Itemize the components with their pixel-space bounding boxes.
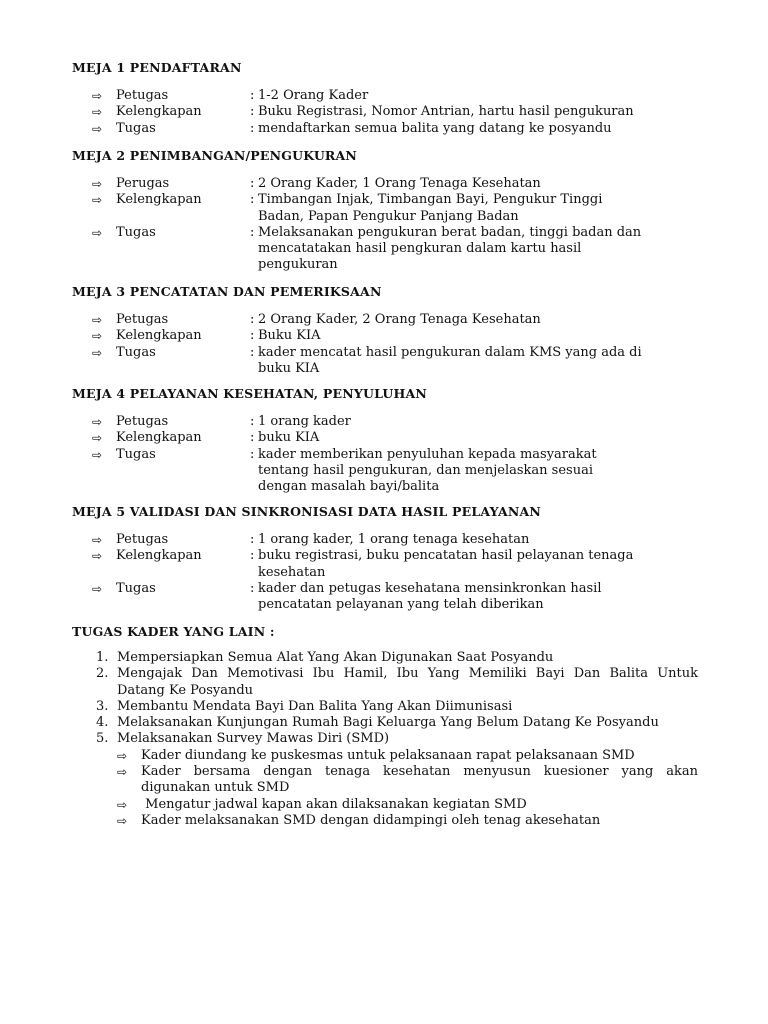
row-label: Petugas <box>116 88 169 103</box>
row-value: kader memberikan penyuluhan kepada masyarakat tentang hasil pengukuran, dan menjelaskan sesuai dengan masalah bayi/balita <box>258 446 597 495</box>
item-number: 5. <box>96 731 109 747</box>
arrow-icon: ⇨ <box>92 105 103 120</box>
row-label: Petugas <box>116 532 169 547</box>
arrow-icon: ⇨ <box>92 549 103 564</box>
meja-2-heading: MEJA 2 PENIMBANGAN/PENGUKURAN <box>72 148 358 163</box>
other-tasks-heading: TUGAS KADER YANG LAIN : <box>72 624 275 639</box>
item-text: Mempersiapkan Semua Alat Yang Akan Digunakan Saat Posyandu <box>117 650 554 665</box>
row-label: Tugas <box>116 344 156 360</box>
item-number: 2. <box>96 666 109 682</box>
row-value: kader mencatat hasil pengukuran dalam KMS yang ada di buku KIA <box>258 344 642 376</box>
meja-4-row-kelengkapan: ⇨ Kelengkapan : buku KIA <box>72 430 712 446</box>
list-item <box>96 666 698 699</box>
meja-2-row-tugas: ⇨ Tugas : Melaksanakan pengukuran berat badan, tinggi badan dan mencatatakan hasil pengkuran dalam kartu hasil pengukuran <box>72 225 712 274</box>
meja-3-row-kelengkapan: ⇨ Kelengkapan : Buku KIA <box>72 328 712 344</box>
meja-5-section <box>72 504 712 613</box>
arrow-icon: ⇨ <box>117 797 128 812</box>
sub-item-text: Kader melaksanakan SMD dengan didampingi oleh tenag akesehatan <box>141 812 601 828</box>
list-item <box>96 699 698 715</box>
other-tasks-list <box>96 650 698 829</box>
sub-list-item <box>117 813 698 829</box>
row-value: 2 Orang Kader, 2 Orang Tenaga Kesehatan <box>258 312 541 327</box>
item-text: Melaksanakan Survey Mawas Diri (SMD) <box>117 731 390 747</box>
row-label: Kelengkapan <box>116 192 202 208</box>
row-label: Tugas <box>116 446 156 462</box>
meja-2-section <box>72 148 712 274</box>
arrow-icon: ⇨ <box>92 345 103 360</box>
arrow-icon: ⇨ <box>92 329 103 344</box>
row-value: 1 orang kader, 1 orang tenaga kesehatan <box>258 532 530 547</box>
arrow-icon: ⇨ <box>92 581 103 596</box>
meja-1-row-tugas: ⇨ Tugas : mendaftarkan semua balita yang datang ke posyandu <box>72 121 712 137</box>
item-number: 3. <box>96 698 109 714</box>
arrow-icon: ⇨ <box>92 313 103 327</box>
list-item <box>96 731 698 747</box>
sub-item-text: Kader diundang ke puskesmas untuk pelaksanaan rapat pelaksanaan SMD <box>141 747 635 763</box>
arrow-icon: ⇨ <box>92 447 103 462</box>
row-value: 2 Orang Kader, 1 Orang Tenaga Kesehatan <box>258 176 541 191</box>
meja-2-row-kelengkapan: ⇨ Kelengkapan : Timbangan Injak, Timbangan Bayi, Pengukur Tinggi Badan, Papan Pengukur Panjang Badan <box>72 192 712 225</box>
row-value: mendaftarkan semua balita yang datang ke posyandu <box>258 120 612 136</box>
meja-1-section <box>72 60 712 137</box>
row-value: Buku KIA <box>258 328 321 344</box>
sub-item-text: Mengatur jadwal kapan akan dilaksanakan kegiatan SMD <box>141 796 527 812</box>
sub-list-item <box>117 748 698 764</box>
meja-1-heading: MEJA 1 PENDAFTARAN <box>72 60 242 75</box>
item-text: Mengajak Dan Memotivasi Ibu Hamil, Ibu Yang Memiliki Bayi Dan Balita Untuk Datang Ke Posyandu <box>117 666 698 698</box>
row-value: buku registrasi, buku pencatatan hasil pelayanan tenaga kesehatan <box>258 548 634 580</box>
row-value: kader dan petugas kesehatana mensinkronkan hasil pencatatan pelayanan yang telah diberikan <box>258 580 602 613</box>
arrow-icon: ⇨ <box>92 177 103 191</box>
row-label: Tugas <box>116 120 156 136</box>
item-number: 1. <box>96 650 109 665</box>
row-label: Perugas <box>116 176 170 191</box>
meja-3-heading: MEJA 3 PENCATATAN DAN PEMERIKSAAN <box>72 284 382 299</box>
meja-4-row-petugas: ⇨ Petugas : 1 orang kader <box>72 414 712 430</box>
row-value: Buku Registrasi, Nomor Antrian, hartu hasil pengukuran <box>258 104 634 120</box>
arrow-icon: ⇨ <box>92 121 103 136</box>
smd-sublist <box>117 748 698 829</box>
meja-4-heading: MEJA 4 PELAYANAN KESEHATAN, PENYULUHAN <box>72 386 428 401</box>
arrow-icon: ⇨ <box>117 748 128 763</box>
list-item <box>96 715 698 731</box>
meja-3-row-petugas: ⇨ Petugas : 2 Orang Kader, 2 Orang Tenaga Kesehatan <box>72 312 712 328</box>
meja-4-row-tugas: ⇨ Tugas : kader memberikan penyuluhan kepada masyarakat tentang hasil pengukuran, dan menjelaskan sesuai dengan masalah bayi/balita <box>72 447 712 496</box>
arrow-icon: ⇨ <box>117 813 128 828</box>
sub-list-item <box>117 764 698 797</box>
row-value: Melaksanakan pengukuran berat badan, tinggi badan dan mencatatakan hasil pengkuran dalam kartu hasil pengukuran <box>258 224 642 273</box>
arrow-icon: ⇨ <box>92 193 103 208</box>
list-item <box>96 650 698 666</box>
item-number: 4. <box>96 715 109 731</box>
row-label: Petugas <box>116 414 169 429</box>
sub-list-item <box>117 797 698 813</box>
row-value: Timbangan Injak, Timbangan Bayi, Pengukur Tinggi Badan, Papan Pengukur Panjang Badan <box>258 192 603 224</box>
meja-2-row-perugas: ⇨ Perugas : 2 Orang Kader, 1 Orang Tenaga Kesehatan <box>72 176 712 192</box>
arrow-icon: ⇨ <box>92 431 103 446</box>
arrow-icon: ⇨ <box>117 765 128 780</box>
arrow-icon: ⇨ <box>92 225 103 240</box>
meja-5-row-tugas: ⇨ Tugas : kader dan petugas kesehatana mensinkronkan hasil pencatatan pelayanan yang telah diberikan <box>72 581 712 614</box>
row-label: Petugas <box>116 312 169 327</box>
item-text: Melaksanakan Kunjungan Rumah Bagi Keluarga Yang Belum Datang Ke Posyandu <box>117 715 659 731</box>
meja-5-heading: MEJA 5 VALIDASI DAN SINKRONISASI DATA HASIL PELAYANAN <box>72 504 541 519</box>
row-label: Tugas <box>116 224 156 240</box>
row-label: Kelengkapan <box>116 104 202 120</box>
meja-1-row-kelengkapan: ⇨ Kelengkapan : Buku Registrasi, Nomor Antrian, hartu hasil pengukuran <box>72 104 712 120</box>
row-label: Kelengkapan <box>116 548 202 564</box>
row-value: 1-2 Orang Kader <box>258 88 369 103</box>
row-label: Kelengkapan <box>116 430 202 446</box>
meja-3-section <box>72 284 712 377</box>
row-value: 1 orang kader <box>258 414 351 429</box>
meja-1-row-petugas: ⇨ Petugas : 1-2 Orang Kader <box>72 88 712 104</box>
row-label: Tugas <box>116 580 156 596</box>
arrow-icon: ⇨ <box>92 89 103 103</box>
item-text: Membantu Mendata Bayi Dan Balita Yang Akan Diimunisasi <box>117 698 513 714</box>
meja-5-row-kelengkapan: ⇨ Kelengkapan : buku registrasi, buku pencatatan hasil pelayanan tenaga kesehatan <box>72 548 712 581</box>
meja-5-row-petugas: ⇨ Petugas : 1 orang kader, 1 orang tenaga kesehatan <box>72 532 712 548</box>
meja-4-section <box>72 386 712 495</box>
sub-item-text: Kader bersama dengan tenaga kesehatan menyusun kuesioner yang akan digunakan untuk SMD <box>141 764 698 796</box>
row-value: buku KIA <box>258 430 320 446</box>
other-tasks-section <box>72 624 712 640</box>
meja-3-row-tugas: ⇨ Tugas : kader mencatat hasil pengukuran dalam KMS yang ada di buku KIA <box>72 345 712 378</box>
row-label: Kelengkapan <box>116 328 202 344</box>
arrow-icon: ⇨ <box>92 533 103 547</box>
arrow-icon: ⇨ <box>92 415 103 429</box>
